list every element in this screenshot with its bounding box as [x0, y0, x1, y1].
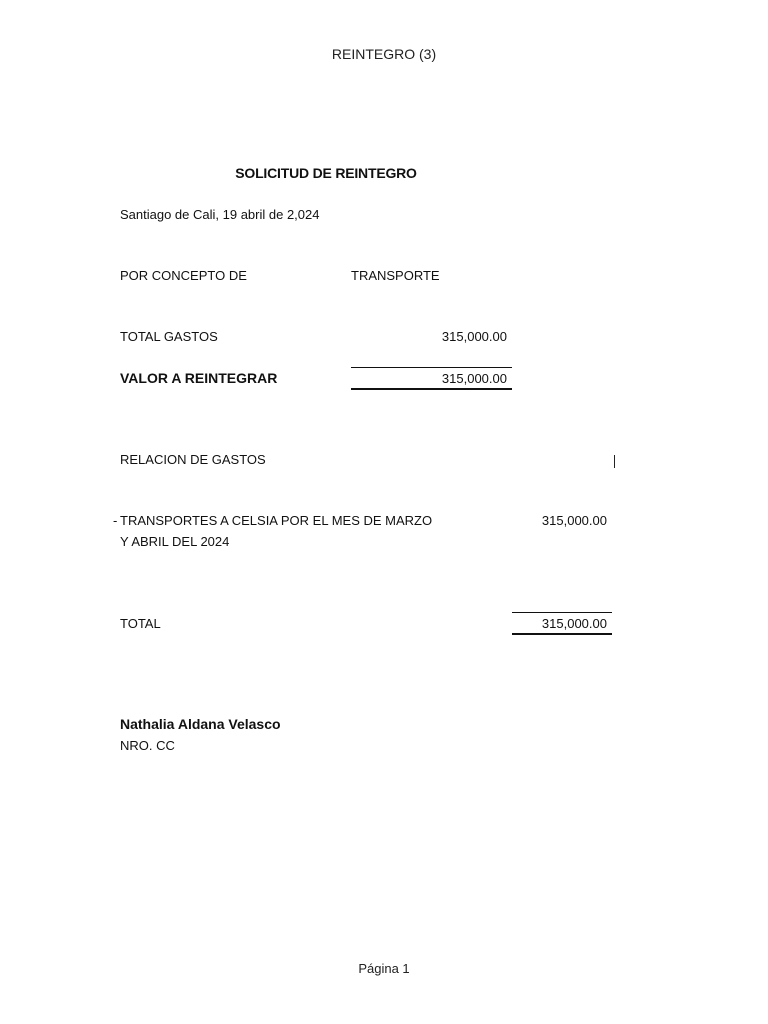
total-gastos-value: 315,000.00	[441, 329, 507, 344]
text-cursor	[614, 455, 615, 468]
valor-top-rule	[351, 367, 512, 368]
document-title: SOLICITUD DE REINTEGRO	[235, 165, 417, 181]
signer-id-label: NRO. CC	[120, 738, 175, 753]
page-number: Página 1	[358, 961, 410, 976]
total-label: TOTAL	[120, 616, 161, 631]
signer-name: Nathalia Aldana Velasco	[120, 716, 281, 732]
page-header: REINTEGRO (3)	[331, 46, 437, 62]
total-bottom-rule	[512, 633, 612, 635]
expense-bullet: -	[113, 513, 118, 528]
total-gastos-label: TOTAL GASTOS	[120, 329, 218, 344]
valor-value: 315,000.00	[441, 371, 507, 386]
valor-bottom-rule	[351, 388, 512, 390]
concept-label: POR CONCEPTO DE	[120, 268, 247, 283]
place-date: Santiago de Cali, 19 abril de 2,024	[120, 207, 320, 222]
total-value: 315,000.00	[541, 616, 607, 631]
total-top-rule	[512, 612, 612, 613]
relacion-label: RELACION DE GASTOS	[120, 452, 266, 467]
valor-label: VALOR A REINTEGRAR	[120, 370, 278, 386]
expense-line-1: TRANSPORTES A CELSIA POR EL MES DE MARZO	[120, 513, 433, 528]
concept-value: TRANSPORTE	[351, 268, 440, 283]
expense-line-2: Y ABRIL DEL 2024	[120, 534, 230, 549]
expense-amount: 315,000.00	[541, 513, 607, 528]
